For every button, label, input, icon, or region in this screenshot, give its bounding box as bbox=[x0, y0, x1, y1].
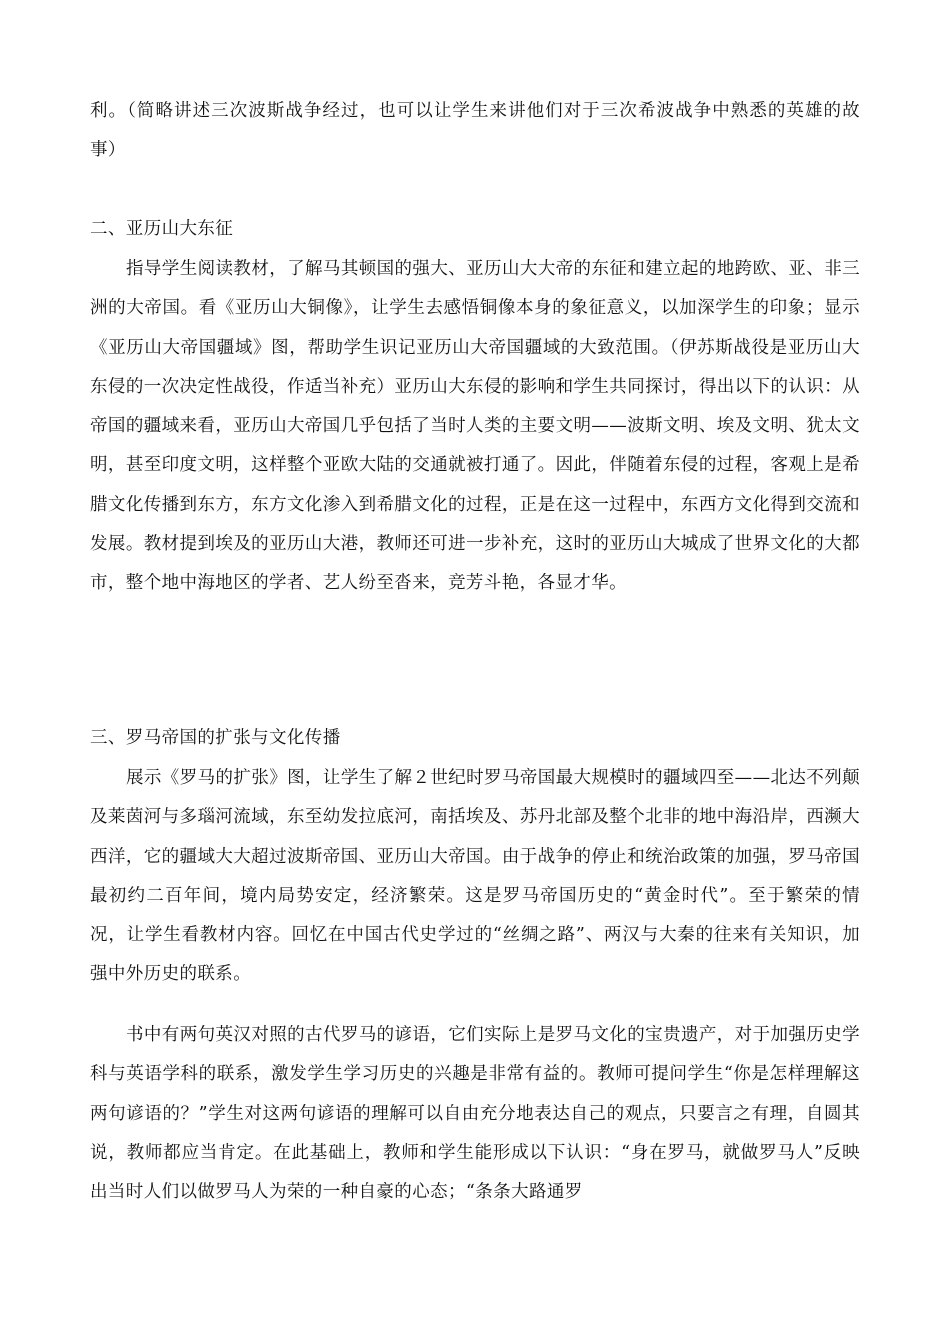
section-heading-alexander: 二、亚历山大东征 bbox=[90, 219, 234, 239]
section-paragraph-rome-proverbs: 书中有两句英汉对照的古代罗马的谚语，它们实际上是罗马文化的宝贵遗产，对于加强历史学科与英语学科的联系，激发学生学习历史的兴趣是非常有益的。教师可提问学生“你是怎样理解这两句谚语的？”学生对这两句谚语的理解可以自由充分地表达自己的观点，只要言之有理，自圆其说，教师都应当肯定。在此基础上，教师和学生能形成以下认识：“身在罗马，就做罗马人”反映出当时人们以做罗马人为荣的一种自豪的心态；“条条大路通罗 bbox=[90, 1025, 860, 1203]
section-heading-rome: 三、罗马帝国的扩张与文化传播 bbox=[90, 728, 341, 748]
section-paragraph-rome-expansion: 展示《罗马的扩张》图，让学生了解２世纪时罗马帝国最大规模时的疆域四至——北达不列颠及莱茵河与多瑙河流域，东至幼发拉底河，南括埃及、苏丹北部及整个北非的地中海沿岸，西濒大西洋，它的疆域大大超过波斯帝国、亚历山大帝国。由于战争的停止和统治政策的加强，罗马帝国最初约二百年间，境内局势安定，经济繁荣。这是罗马帝国历史的“黄金时代”。至于繁荣的情况，让学生看教材内容。回忆在中国古代史学过的“丝绸之路”、两汉与大秦的往来有关知识，加强中外历史的联系。 bbox=[90, 768, 860, 985]
intro-paragraph: 利。（简略讲述三次波斯战争经过，也可以让学生来讲他们对于三次希波战争中熟悉的英雄的故事） bbox=[90, 101, 860, 161]
section-paragraph-alexander: 指导学生阅读教材，了解马其顿国的强大、亚历山大大帝的东征和建立起的地跨欧、亚、非三洲的大帝国。看《亚历山大铜像》，让学生去感悟铜像本身的象征意义，以加深学生的印象；显示《亚历山大帝国疆域》图，帮助学生识记亚历山大帝国疆域的大致范围。（伊苏斯战役是亚历山大东侵的一次决定性战役，作适当补充）亚历山大东侵的影响和学生共同探讨，得出以下的认识：从帝国的疆域来看，亚历山大帝国几乎包括了当时人类的主要文明——波斯文明、埃及文明、犹太文明，甚至印度文明，这样整个亚欧大陆的交通就被打通了。因此，伴随着东侵的过程，客观上是希腊文化传播到东方，东方文化渗入到希腊文化的过程，正是在这一过程中，东西方文化得到交流和发展。教材提到埃及的亚历山大港，教师还可进一步补充，这时的亚历山大城成了世界文化的大都市，整个地中海地区的学者、艺人纷至沓来，竞芳斗艳，各显才华。 bbox=[90, 259, 860, 594]
